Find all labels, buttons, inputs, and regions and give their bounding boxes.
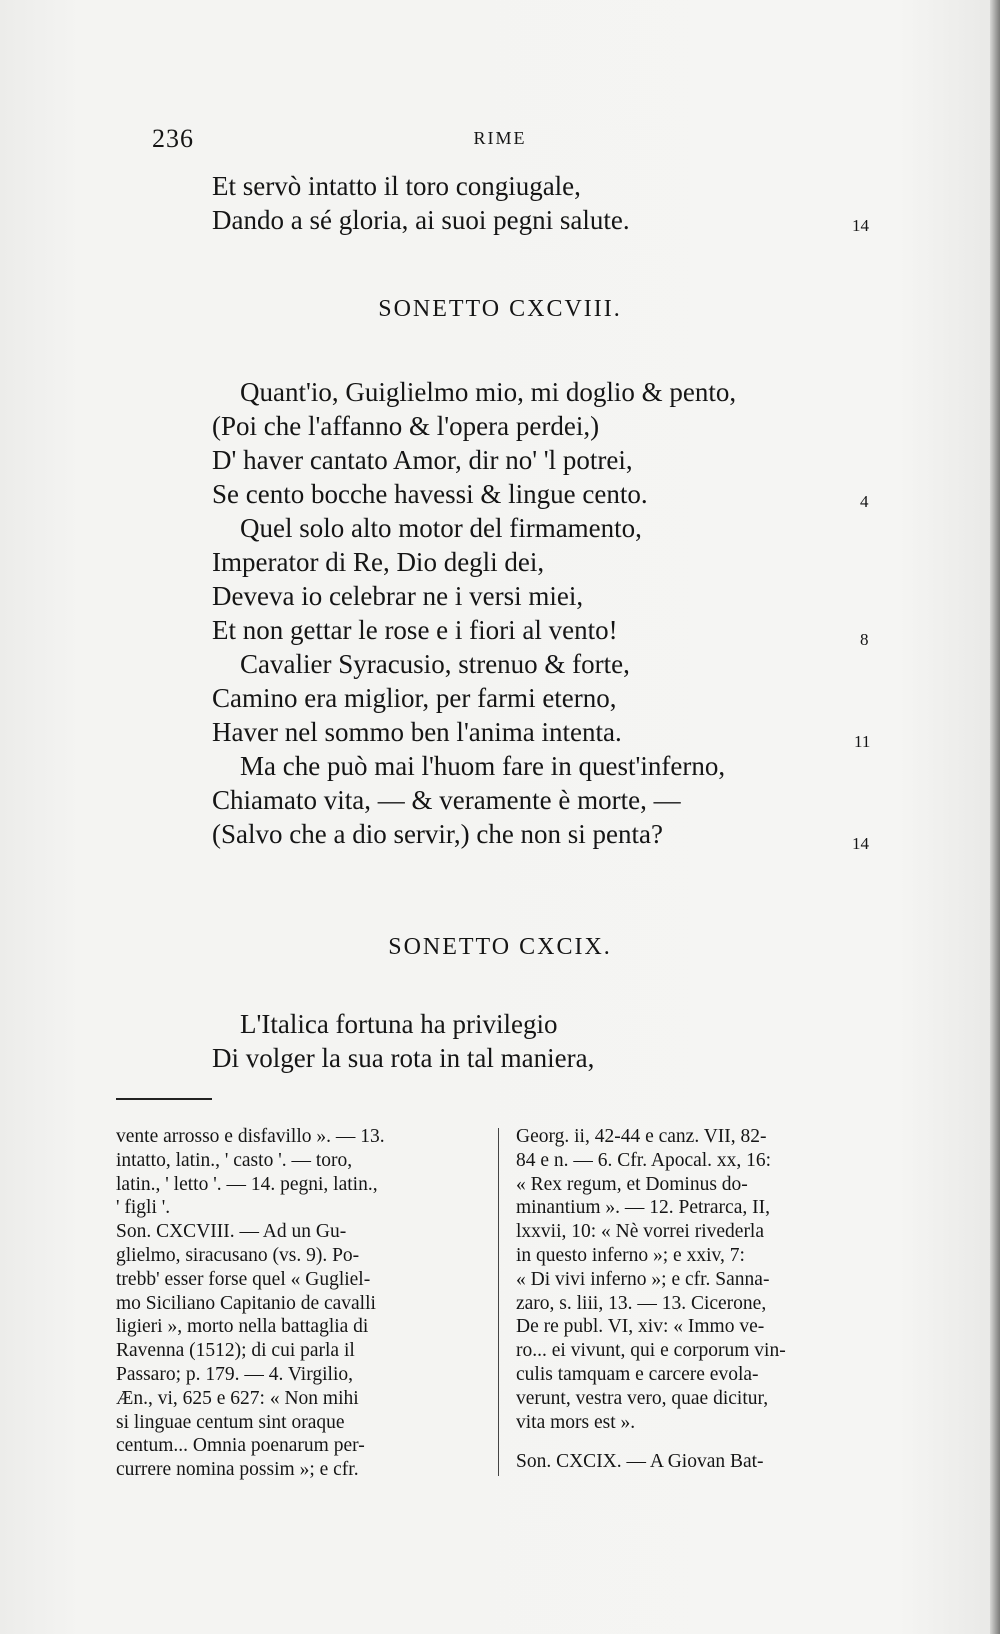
verse-text: Et non gettar le rose e i fiori al vento! <box>212 615 618 645</box>
footnote-line: currere nomina possim »; e cfr. <box>116 1459 359 1481</box>
footnote-line: Ravenna (1512); di cui parla il <box>116 1340 355 1362</box>
footnote-line: vente arrosso e disfavillo ». — 13. <box>116 1126 385 1147</box>
page-number: 236 <box>152 124 194 153</box>
footnote-line: Æn., vi, 625 e 627: « Non mihi <box>116 1387 359 1409</box>
footnote-line: Son. CXCVIII. — Ad un Gu- <box>116 1221 347 1243</box>
verse-text: Di volger la sua rota in tal maniera, <box>212 1043 595 1073</box>
footnote-spacer <box>516 1434 872 1450</box>
footnote-line: ligieri », morto nella battaglia di <box>116 1316 369 1338</box>
footnote-line: ' figli '. <box>116 1197 171 1219</box>
verse-text: (Salvo che a dio servir,) che non si penta? <box>212 819 664 849</box>
line-number: 4 <box>860 492 869 511</box>
line-number: 11 <box>854 732 871 751</box>
footnote-line: trebb' esser forse quel « Gugliel- <box>116 1268 371 1290</box>
footnotes-right-column <box>516 1125 872 1474</box>
column-divider <box>498 1128 499 1476</box>
verse-text: Imperator di Re, Dio degli dei, <box>212 547 545 577</box>
footnote-line: minantium ». — 12. Petrarca, II, <box>516 1197 770 1219</box>
footnote-line: zaro, s. liii, 13. — 13. Cicerone, <box>516 1292 767 1314</box>
footnotes-left-column <box>116 1125 482 1482</box>
running-title: RIME <box>473 128 527 148</box>
footnote-line: si linguae centum sint oraque <box>116 1411 345 1433</box>
footnote-line: ro... ei vivunt, qui e corporum vin- <box>516 1340 786 1362</box>
footnote-rule <box>116 1098 212 1100</box>
footnote-line: lxxvii, 10: « Nè vorrei rivederla <box>516 1221 765 1243</box>
verse-text: Deveva io celebrar ne i versi miei, <box>212 581 584 611</box>
verse-text: (Poi che l'affanno & l'opera perdei,) <box>212 411 600 441</box>
footnote-line: Son. CXCIX. — A Giovan Bat- <box>516 1451 764 1473</box>
sonnet-heading: SONETTO CXCVIII. <box>378 296 622 322</box>
footnote-line: verunt, vestra vero, quae dicitur, <box>516 1387 769 1409</box>
verse-text: Cavalier Syracusio, strenuo & forte, <box>240 649 630 679</box>
verse-text: Quant'io, Guiglielmo mio, mi doglio & pento, <box>240 377 737 407</box>
verse-text: Se cento bocche havessi & lingue cento. <box>212 479 648 509</box>
footnote-line: De re publ. VI, xiv: « Immo ve- <box>516 1316 765 1338</box>
footnote-line: centum... Omnia poenarum per- <box>116 1435 365 1457</box>
page-edge-shadow <box>990 0 1000 1634</box>
verse-text: L'Italica fortuna ha privilegio <box>240 1009 558 1039</box>
line-number: 14 <box>852 216 869 235</box>
verse-text: Quel solo alto motor del firmamento, <box>240 513 642 543</box>
footnote-line: Passaro; p. 179. — 4. Virgilio, <box>116 1363 353 1385</box>
footnote-line: vita mors est ». <box>516 1411 636 1433</box>
footnote-line: 84 e n. — 6. Cfr. Apocal. xx, 16: <box>516 1149 772 1171</box>
footnote-line: culis tamquam e carcere evola- <box>516 1363 759 1385</box>
footnote-line: intatto, latin., ' casto '. — toro, <box>116 1149 353 1171</box>
footnote-line: glielmo, siracusano (vs. 9). Po- <box>116 1244 360 1266</box>
sonnet-heading: SONETTO CXCIX. <box>388 934 612 960</box>
verse-text: D' haver cantato Amor, dir no' 'l potrei, <box>212 445 633 475</box>
footnote-line: Georg. ii, 42-44 e canz. VII, 82- <box>516 1126 767 1147</box>
verse-text: Dando a sé gloria, ai suoi pegni salute. <box>212 205 630 235</box>
line-number: 14 <box>852 834 869 853</box>
footnote-line: latin., ' letto '. — 14. pegni, latin., <box>116 1173 378 1195</box>
footnote-line: « Di vivi inferno »; e cfr. Sanna- <box>516 1268 770 1290</box>
verse-text: Chiamato vita, — & veramente è morte, — <box>212 785 681 815</box>
page-header <box>0 124 1000 160</box>
line-number: 8 <box>860 630 869 649</box>
footnote-line: « Rex regum, et Dominus do- <box>516 1173 748 1195</box>
verse-text: Ma che può mai l'huom fare in quest'inferno, <box>240 751 726 781</box>
verse-text: Camino era miglior, per farmi eterno, <box>212 683 617 713</box>
footnote-line: in questo inferno »; e xxiv, 7: <box>516 1244 745 1266</box>
verse-text: Et servò intatto il toro congiugale, <box>212 171 581 201</box>
verse-text: Haver nel sommo ben l'anima intenta. <box>212 717 622 747</box>
footnote-line: mo Siciliano Capitanio de cavalli <box>116 1292 376 1314</box>
